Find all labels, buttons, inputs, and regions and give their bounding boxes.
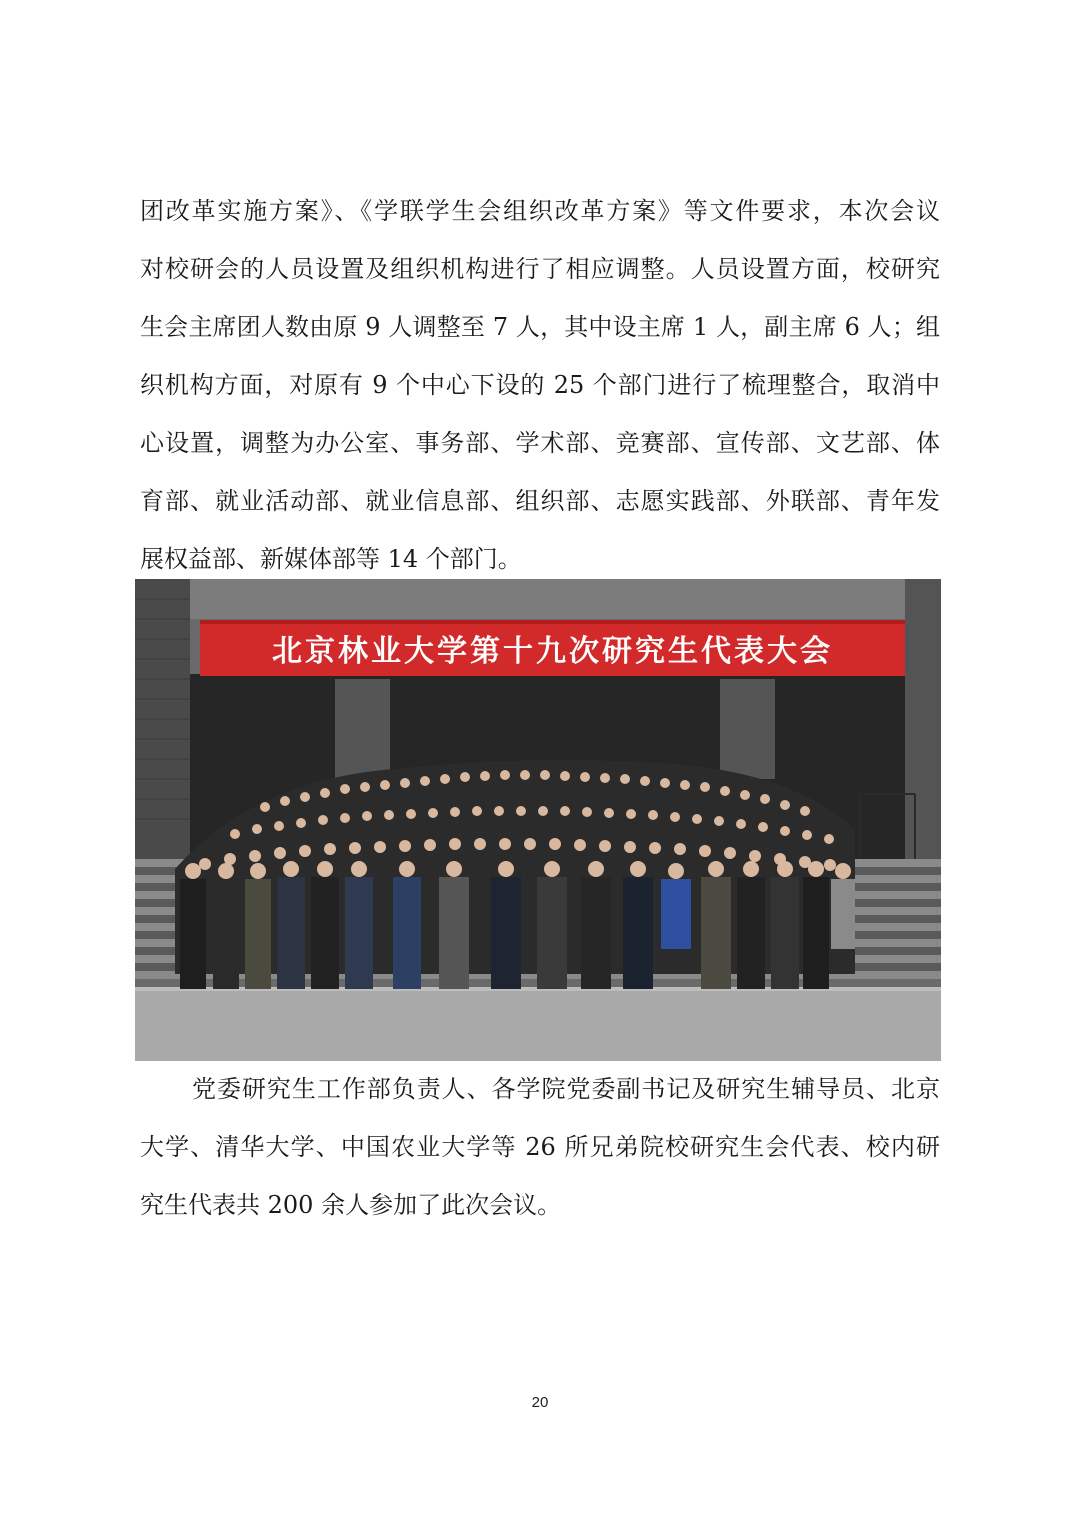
paragraph-line: 大学、清华大学、中国农业大学等 26 所兄弟院校研究生会代表、校内研 <box>140 1133 940 1161</box>
page-number: 20 <box>531 1394 549 1411</box>
paragraph-line: 党委研究生工作部负责人、各学院党委副书记及研究生辅导员、北京 <box>192 1075 940 1103</box>
paragraph-line: 团改革实施方案》、《学联学生会组织改革方案》等文件要求，本次会议 <box>140 197 940 225</box>
paragraph-line: 对校研会的人员设置及组织机构进行了相应调整。人员设置方面，校研究 <box>140 255 940 283</box>
paragraph-line: 究生代表共 200 余人参加了此次会议。 <box>140 1191 562 1219</box>
paragraph-line: 织机构方面，对原有 9 个中心下设的 25 个部门进行了梳理整合，取消中 <box>140 371 940 399</box>
paragraph-line: 生会主席团人数由原 9 人调整至 7 人，其中设主席 1 人，副主席 6 人；组 <box>140 313 940 341</box>
banner-text: 北京林业大学第十九次研究生代表大会 <box>272 634 833 669</box>
paragraph-line: 心设置，调整为办公室、事务部、学术部、竞赛部、宣传部、文艺部、体 <box>140 429 940 457</box>
paragraph-attendees <box>140 1060 940 1234</box>
paragraph-reform-adjustments <box>140 182 940 588</box>
paragraph-line: 展权益部、新媒体部等 14 个部门。 <box>140 545 522 573</box>
paragraph-line: 育部、就业活动部、就业信息部、组织部、志愿实践部、外联部、青年发 <box>140 487 940 515</box>
